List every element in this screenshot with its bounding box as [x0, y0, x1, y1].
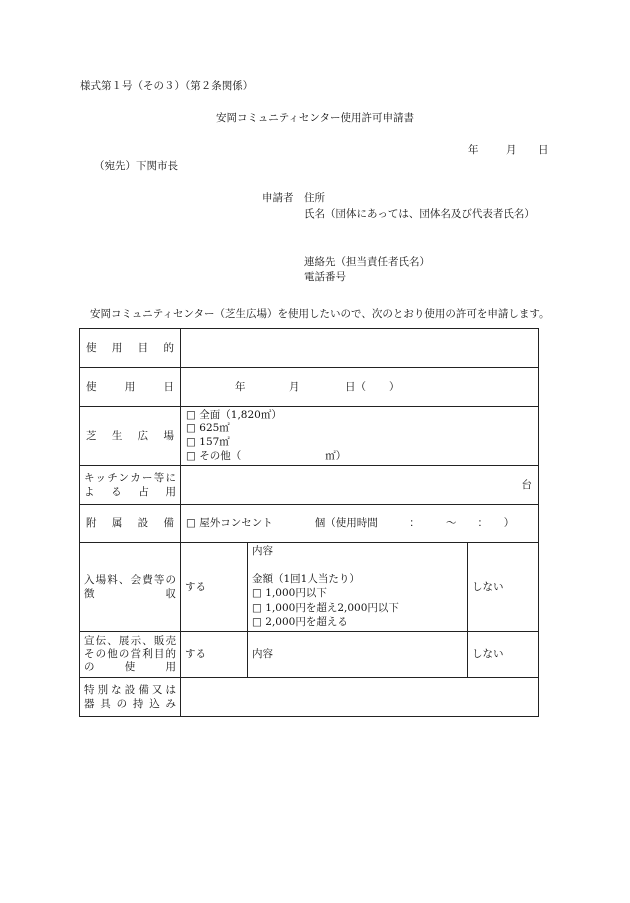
row-equipment — [80, 505, 539, 543]
use-date-month: 月 — [289, 380, 300, 393]
commercial-label — [80, 632, 181, 678]
kitchen-car-label-line1: キッチンカー等に — [84, 471, 176, 484]
equipment-field[interactable]: □ 屋外コンセント 個（使用時間 ： 〜 ： ） — [181, 505, 539, 543]
fee-yes[interactable]: する — [181, 543, 248, 632]
applicant-address-label: 住所 — [304, 192, 325, 204]
fee-option-1000-2000[interactable]: □ 1,000円を超え2,000円以下 — [252, 601, 399, 614]
commercial-label-line3: の使用 — [84, 661, 176, 674]
fee-no[interactable]: しない — [468, 543, 539, 632]
date-month-label: 月 — [506, 144, 517, 156]
application-date — [468, 144, 549, 157]
lawn-label: 芝生広場 — [80, 407, 181, 466]
kitchen-car-label — [80, 466, 181, 505]
row-fee — [80, 543, 539, 632]
use-date-close: ） — [389, 380, 400, 393]
commercial-label-line1: 宣伝、展示、販売 — [84, 634, 176, 647]
fee-label — [80, 543, 181, 632]
fee-option-under-1000[interactable]: □ 1,000円以下 — [252, 587, 327, 600]
kitchen-car-label-line2: よる占用 — [84, 486, 176, 498]
date-day-label: 日 — [538, 144, 549, 156]
application-table — [79, 328, 539, 717]
fee-option-over-2000[interactable]: □ 2,000円を超える — [252, 615, 348, 628]
commercial-content[interactable]: 内容 — [248, 632, 468, 678]
lawn-option-157[interactable]: □ 157㎡ — [186, 436, 230, 448]
commercial-label-line2: その他の営利目的 — [84, 647, 176, 660]
special-equipment-label — [80, 678, 181, 717]
row-kitchen-car — [80, 466, 539, 505]
equipment-label: 附属設備 — [80, 505, 181, 543]
special-equipment-label-line2: 器具の持込み — [84, 698, 176, 710]
use-date-day: 日（ — [345, 380, 366, 393]
applicant-name-label: 氏名（団体にあっては、団体名及び代表者氏名） — [304, 208, 535, 220]
row-purpose — [80, 329, 539, 368]
lawn-option-other[interactable]: □ その他（ ㎡） — [186, 449, 347, 462]
row-commercial — [80, 632, 539, 678]
addressee: （宛先）下関市長 — [94, 160, 178, 172]
fee-label-line2: 徴収 — [84, 588, 176, 600]
fee-details — [248, 543, 468, 632]
page-title: 安岡コミュニティセンター使用許可申請書 — [215, 112, 415, 124]
row-use-date — [80, 368, 539, 407]
special-equipment-label-line1: 特別な設備又は — [84, 683, 176, 696]
row-lawn — [80, 407, 539, 466]
applicant-phone-label: 電話番号 — [304, 271, 346, 283]
use-date-year: 年 — [235, 380, 246, 393]
kitchen-car-unit: 台 — [521, 478, 532, 491]
purpose-label: 使用目的 — [80, 329, 181, 368]
fee-content-label: 内容 — [252, 545, 273, 557]
use-date-label: 使用日 — [80, 368, 181, 407]
row-special-equipment — [80, 678, 539, 717]
applicant-role — [262, 192, 294, 205]
lawn-options — [181, 407, 539, 466]
form-number: 様式第１号（その３）（第２条関係） — [80, 80, 254, 92]
lawn-option-625[interactable]: □ 625㎡ — [186, 422, 230, 435]
applicant-role-label: 申請者 — [262, 192, 294, 204]
fee-label-line1: 入場料、会費等の — [84, 573, 176, 586]
applicant-contact-label: 連絡先（担当責任者氏名） — [304, 256, 430, 268]
special-equipment-field[interactable] — [181, 678, 539, 717]
lawn-option-full[interactable]: □ 全面（1,820㎡） — [186, 408, 282, 421]
commercial-yes[interactable]: する — [181, 632, 248, 678]
date-year-label: 年 — [468, 144, 479, 156]
intro-text: 安岡コミュニティセンター（芝生広場）を使用したいので、次のとおり使用の許可を申請します。 — [90, 308, 550, 320]
use-date-field[interactable] — [181, 368, 539, 407]
kitchen-car-field[interactable] — [181, 466, 539, 505]
purpose-field[interactable] — [181, 329, 539, 368]
commercial-no[interactable]: しない — [468, 632, 539, 678]
fee-amount-label: 金額（1回1人当たり） — [252, 573, 360, 586]
